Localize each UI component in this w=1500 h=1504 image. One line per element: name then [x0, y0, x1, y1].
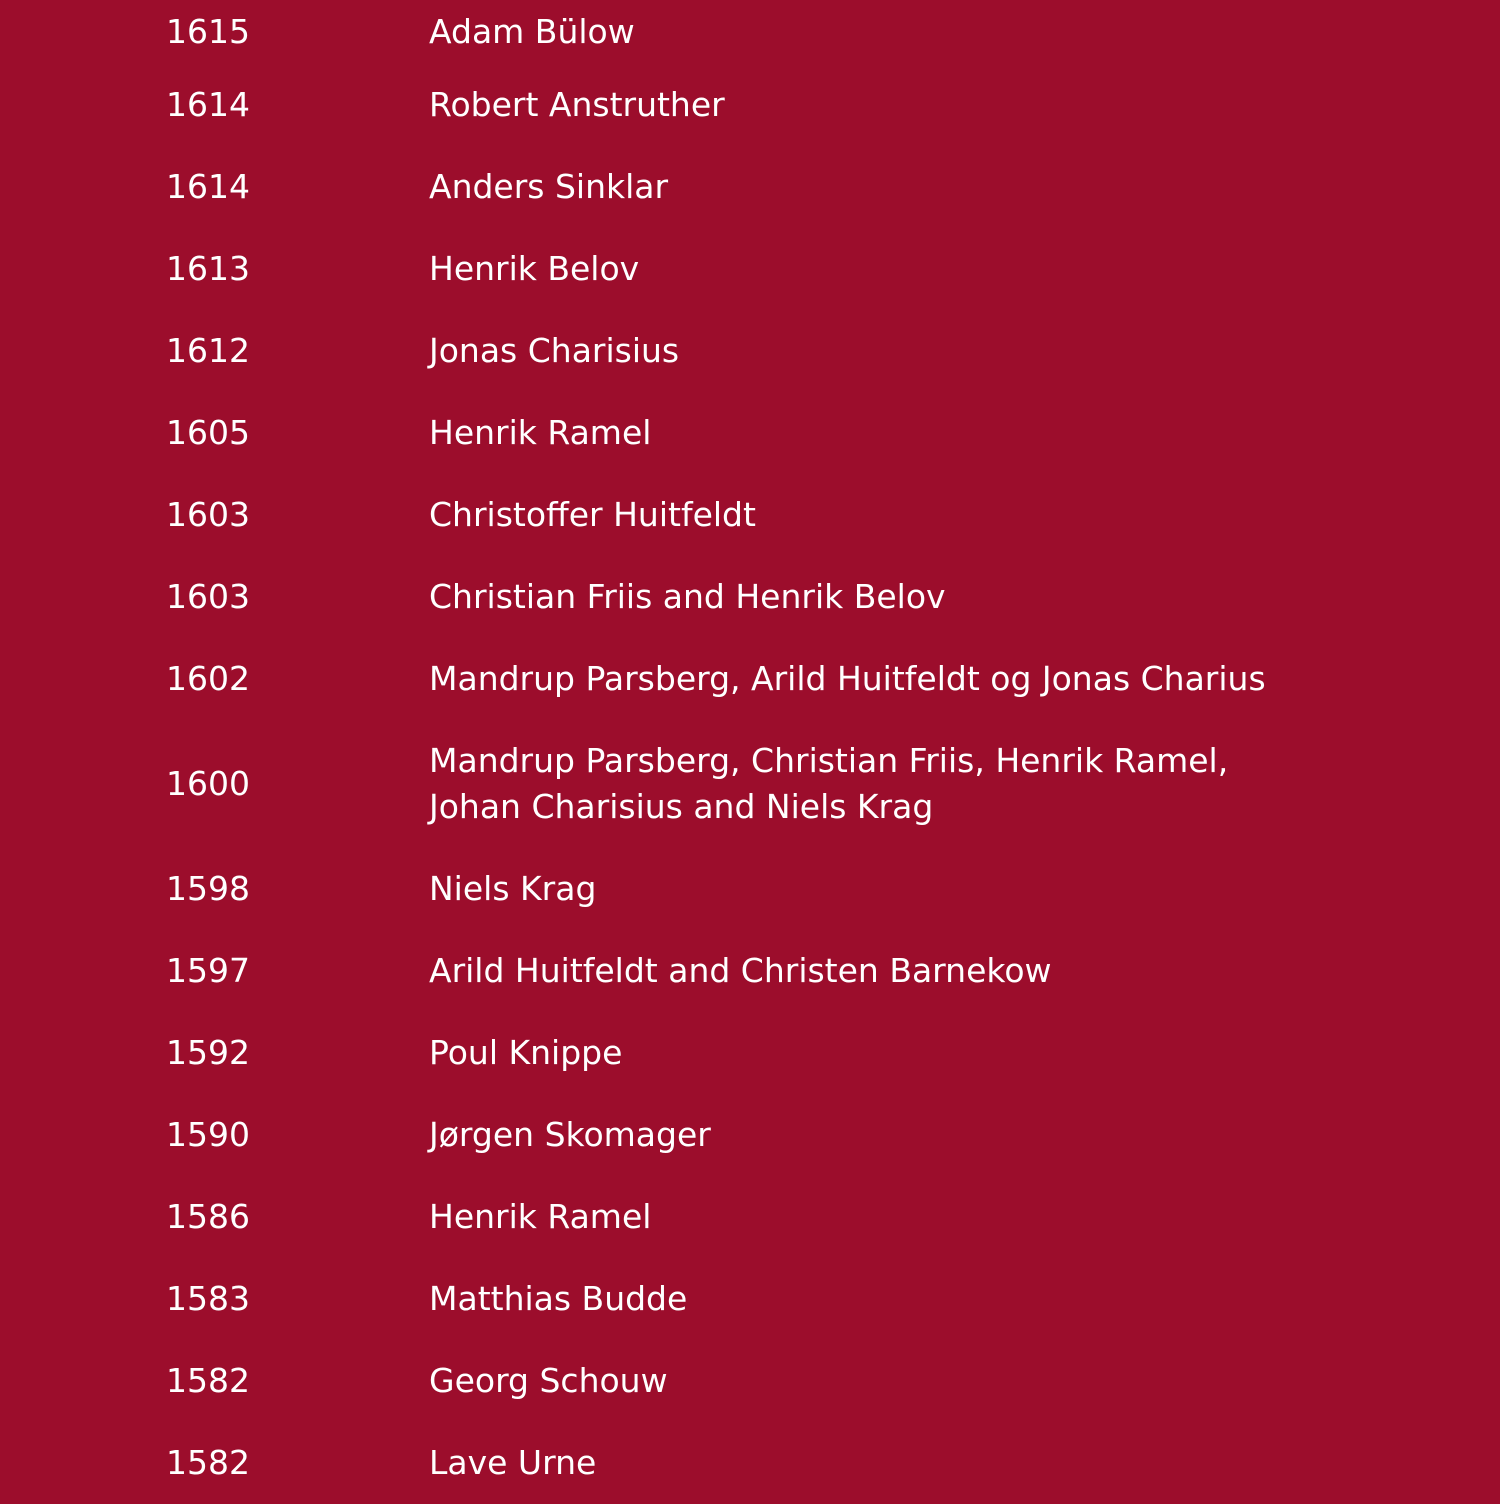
name-cell: Henrik Belov	[429, 249, 640, 288]
table-row	[0, 310, 1500, 392]
table-row	[0, 1422, 1500, 1504]
name-cell: Mandrup Parsberg, Arild Huitfeldt og Jonas Charius	[429, 659, 1266, 698]
year-cell: 1612	[166, 331, 250, 370]
name-cell: Jørgen Skomager	[429, 1115, 711, 1154]
year-cell: 1603	[166, 495, 250, 534]
name-cell: Adam Bülow	[429, 12, 635, 51]
table-row	[0, 1094, 1500, 1176]
table-row	[0, 1340, 1500, 1422]
year-cell: 1614	[166, 167, 250, 206]
name-cell: Henrik Ramel	[429, 413, 652, 452]
year-cell: 1583	[166, 1279, 250, 1318]
year-cell: 1582	[166, 1361, 250, 1400]
name-cell: Christoffer Huitfeldt	[429, 495, 756, 534]
year-cell: 1598	[166, 869, 250, 908]
name-cell: Henrik Ramel	[429, 1197, 652, 1236]
table-row	[0, 474, 1500, 556]
year-cell: 1603	[166, 577, 250, 616]
table-row	[0, 638, 1500, 720]
table-row	[0, 930, 1500, 1012]
year-cell: 1597	[166, 951, 250, 990]
year-cell: 1613	[166, 249, 250, 288]
name-cell: Poul Knippe	[429, 1033, 623, 1072]
name-cell: Mandrup Parsberg, Christian Friis, Henrik Ramel, Johan Charisius and Niels Krag	[429, 741, 1229, 826]
table-row	[0, 0, 1500, 64]
name-cell: Arild Huitfeldt and Christen Barnekow	[429, 951, 1052, 990]
name-cell: Robert Anstruther	[429, 85, 725, 124]
year-cell: 1614	[166, 85, 250, 124]
year-cell: 1615	[166, 12, 250, 51]
name-cell: Jonas Charisius	[429, 331, 680, 370]
table-row	[0, 392, 1500, 474]
year-cell: 1592	[166, 1033, 250, 1072]
table-row	[0, 720, 1500, 848]
name-cell: Niels Krag	[429, 869, 597, 908]
year-cell: 1605	[166, 413, 250, 452]
table-row	[0, 1176, 1500, 1258]
year-cell: 1602	[166, 659, 250, 698]
table-row	[0, 1258, 1500, 1340]
name-cell: Matthias Budde	[429, 1279, 688, 1318]
year-cell: 1586	[166, 1197, 250, 1236]
table-row	[0, 64, 1500, 146]
year-cell: 1582	[166, 1443, 250, 1482]
table-row	[0, 556, 1500, 638]
table-row	[0, 1012, 1500, 1094]
name-cell: Lave Urne	[429, 1443, 597, 1482]
table-row	[0, 146, 1500, 228]
name-cell: Christian Friis and Henrik Belov	[429, 577, 946, 616]
year-cell: 1590	[166, 1115, 250, 1154]
year-cell: 1600	[166, 764, 250, 803]
table-row	[0, 848, 1500, 930]
table-row	[0, 228, 1500, 310]
name-cell: Georg Schouw	[429, 1361, 668, 1400]
name-cell: Anders Sinklar	[429, 167, 669, 206]
